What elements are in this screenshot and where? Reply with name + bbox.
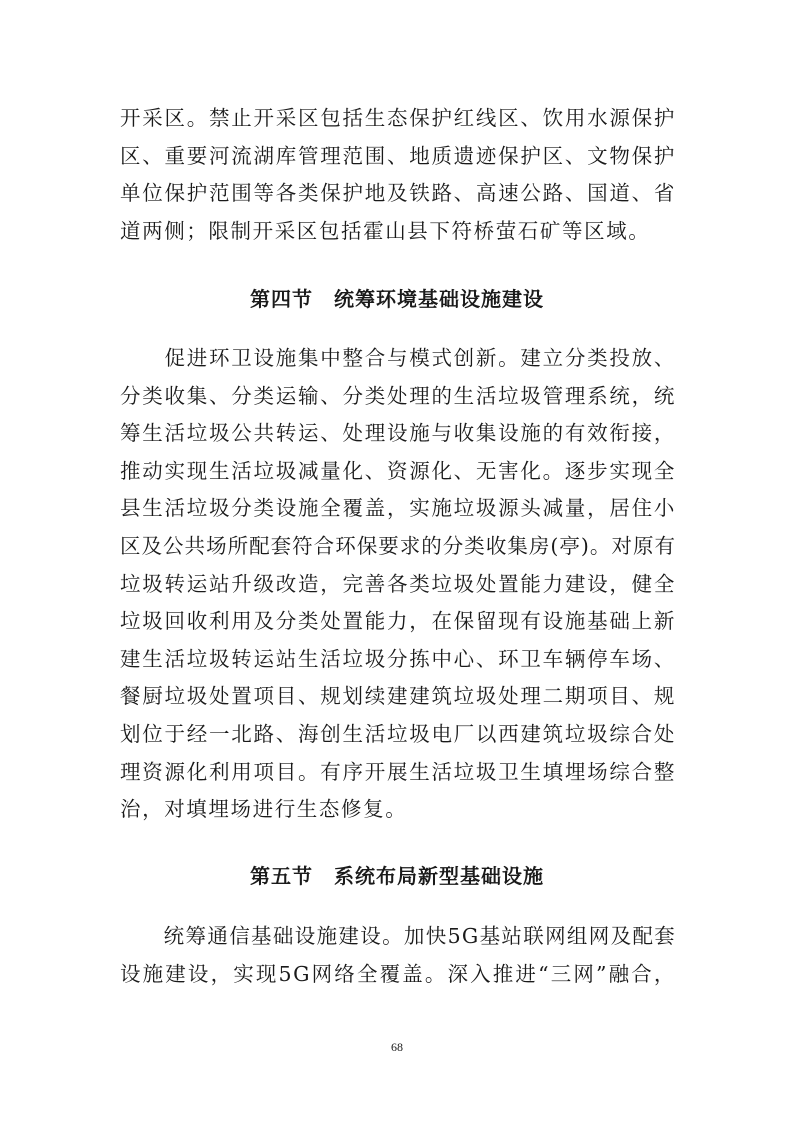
text-line: 餐厨垃圾处置项目、规划续建建筑垃圾处理二期项目、规 bbox=[120, 684, 676, 709]
text-line: 单位保护范围等各类保护地及铁路、高速公路、国道、省 bbox=[120, 181, 676, 206]
text-line: 分类收集、分类运输、分类处理的生活垃圾管理系统，统 bbox=[120, 383, 676, 408]
text-line: 垃圾回收利用及分类处置能力，在保留现有设施基础上新 bbox=[120, 609, 676, 634]
text-line: 区及公共场所配套符合环保要求的分类收集房(亭)。对原有 bbox=[120, 533, 676, 558]
text-line: 道两侧；限制开采区包括霍山县下符桥萤石矿等区域。 bbox=[120, 218, 651, 243]
text-line: 理资源化利用项目。有序开展生活垃圾卫生填埋场综合整 bbox=[120, 759, 676, 784]
text-line: 区、重要河流湖库管理范围、地质遗迹保护区、文物保护 bbox=[120, 143, 676, 168]
paragraph-top bbox=[120, 100, 676, 250]
text-line: 县生活垃圾分类设施全覆盖，实施垃圾源头减量，居住小 bbox=[120, 496, 676, 521]
section-heading-4: 第四节 统筹环境基础设施建设 bbox=[250, 287, 544, 311]
text-line: 统筹通信基础设施建设。加快5G基站联网组网及配套 bbox=[120, 924, 676, 948]
text-line: 划位于经一北路、海创生活垃圾电厂以西建筑垃圾综合处 bbox=[120, 721, 676, 746]
paragraph-section4 bbox=[120, 340, 676, 829]
paragraph-section5 bbox=[120, 918, 676, 993]
text-line: 筹生活垃圾公共转运、处理设施与收集设施的有效衔接， bbox=[120, 421, 676, 446]
text-line: 治，对填埋场进行生态修复。 bbox=[120, 797, 408, 822]
text-line: 促进环卫设施集中整合与模式创新。建立分类投放、 bbox=[120, 346, 676, 370]
page-number: 68 bbox=[391, 1040, 403, 1054]
section-heading-5: 第五节 系统布局新型基础设施 bbox=[250, 864, 544, 888]
text-line: 设施建设，实现5G网络全覆盖。深入推进“三网”融合， bbox=[120, 961, 676, 986]
text-line: 垃圾转运站升级改造，完善各类垃圾处置能力建设，健全 bbox=[120, 571, 676, 596]
text-line: 推动实现生活垃圾减量化、资源化、无害化。逐步实现全 bbox=[120, 458, 676, 483]
text-line: 开采区。禁止开采区包括生态保护红线区、饮用水源保护 bbox=[120, 106, 676, 130]
text-line: 建生活垃圾转运站生活垃圾分拣中心、环卫车辆停车场、 bbox=[120, 646, 676, 671]
